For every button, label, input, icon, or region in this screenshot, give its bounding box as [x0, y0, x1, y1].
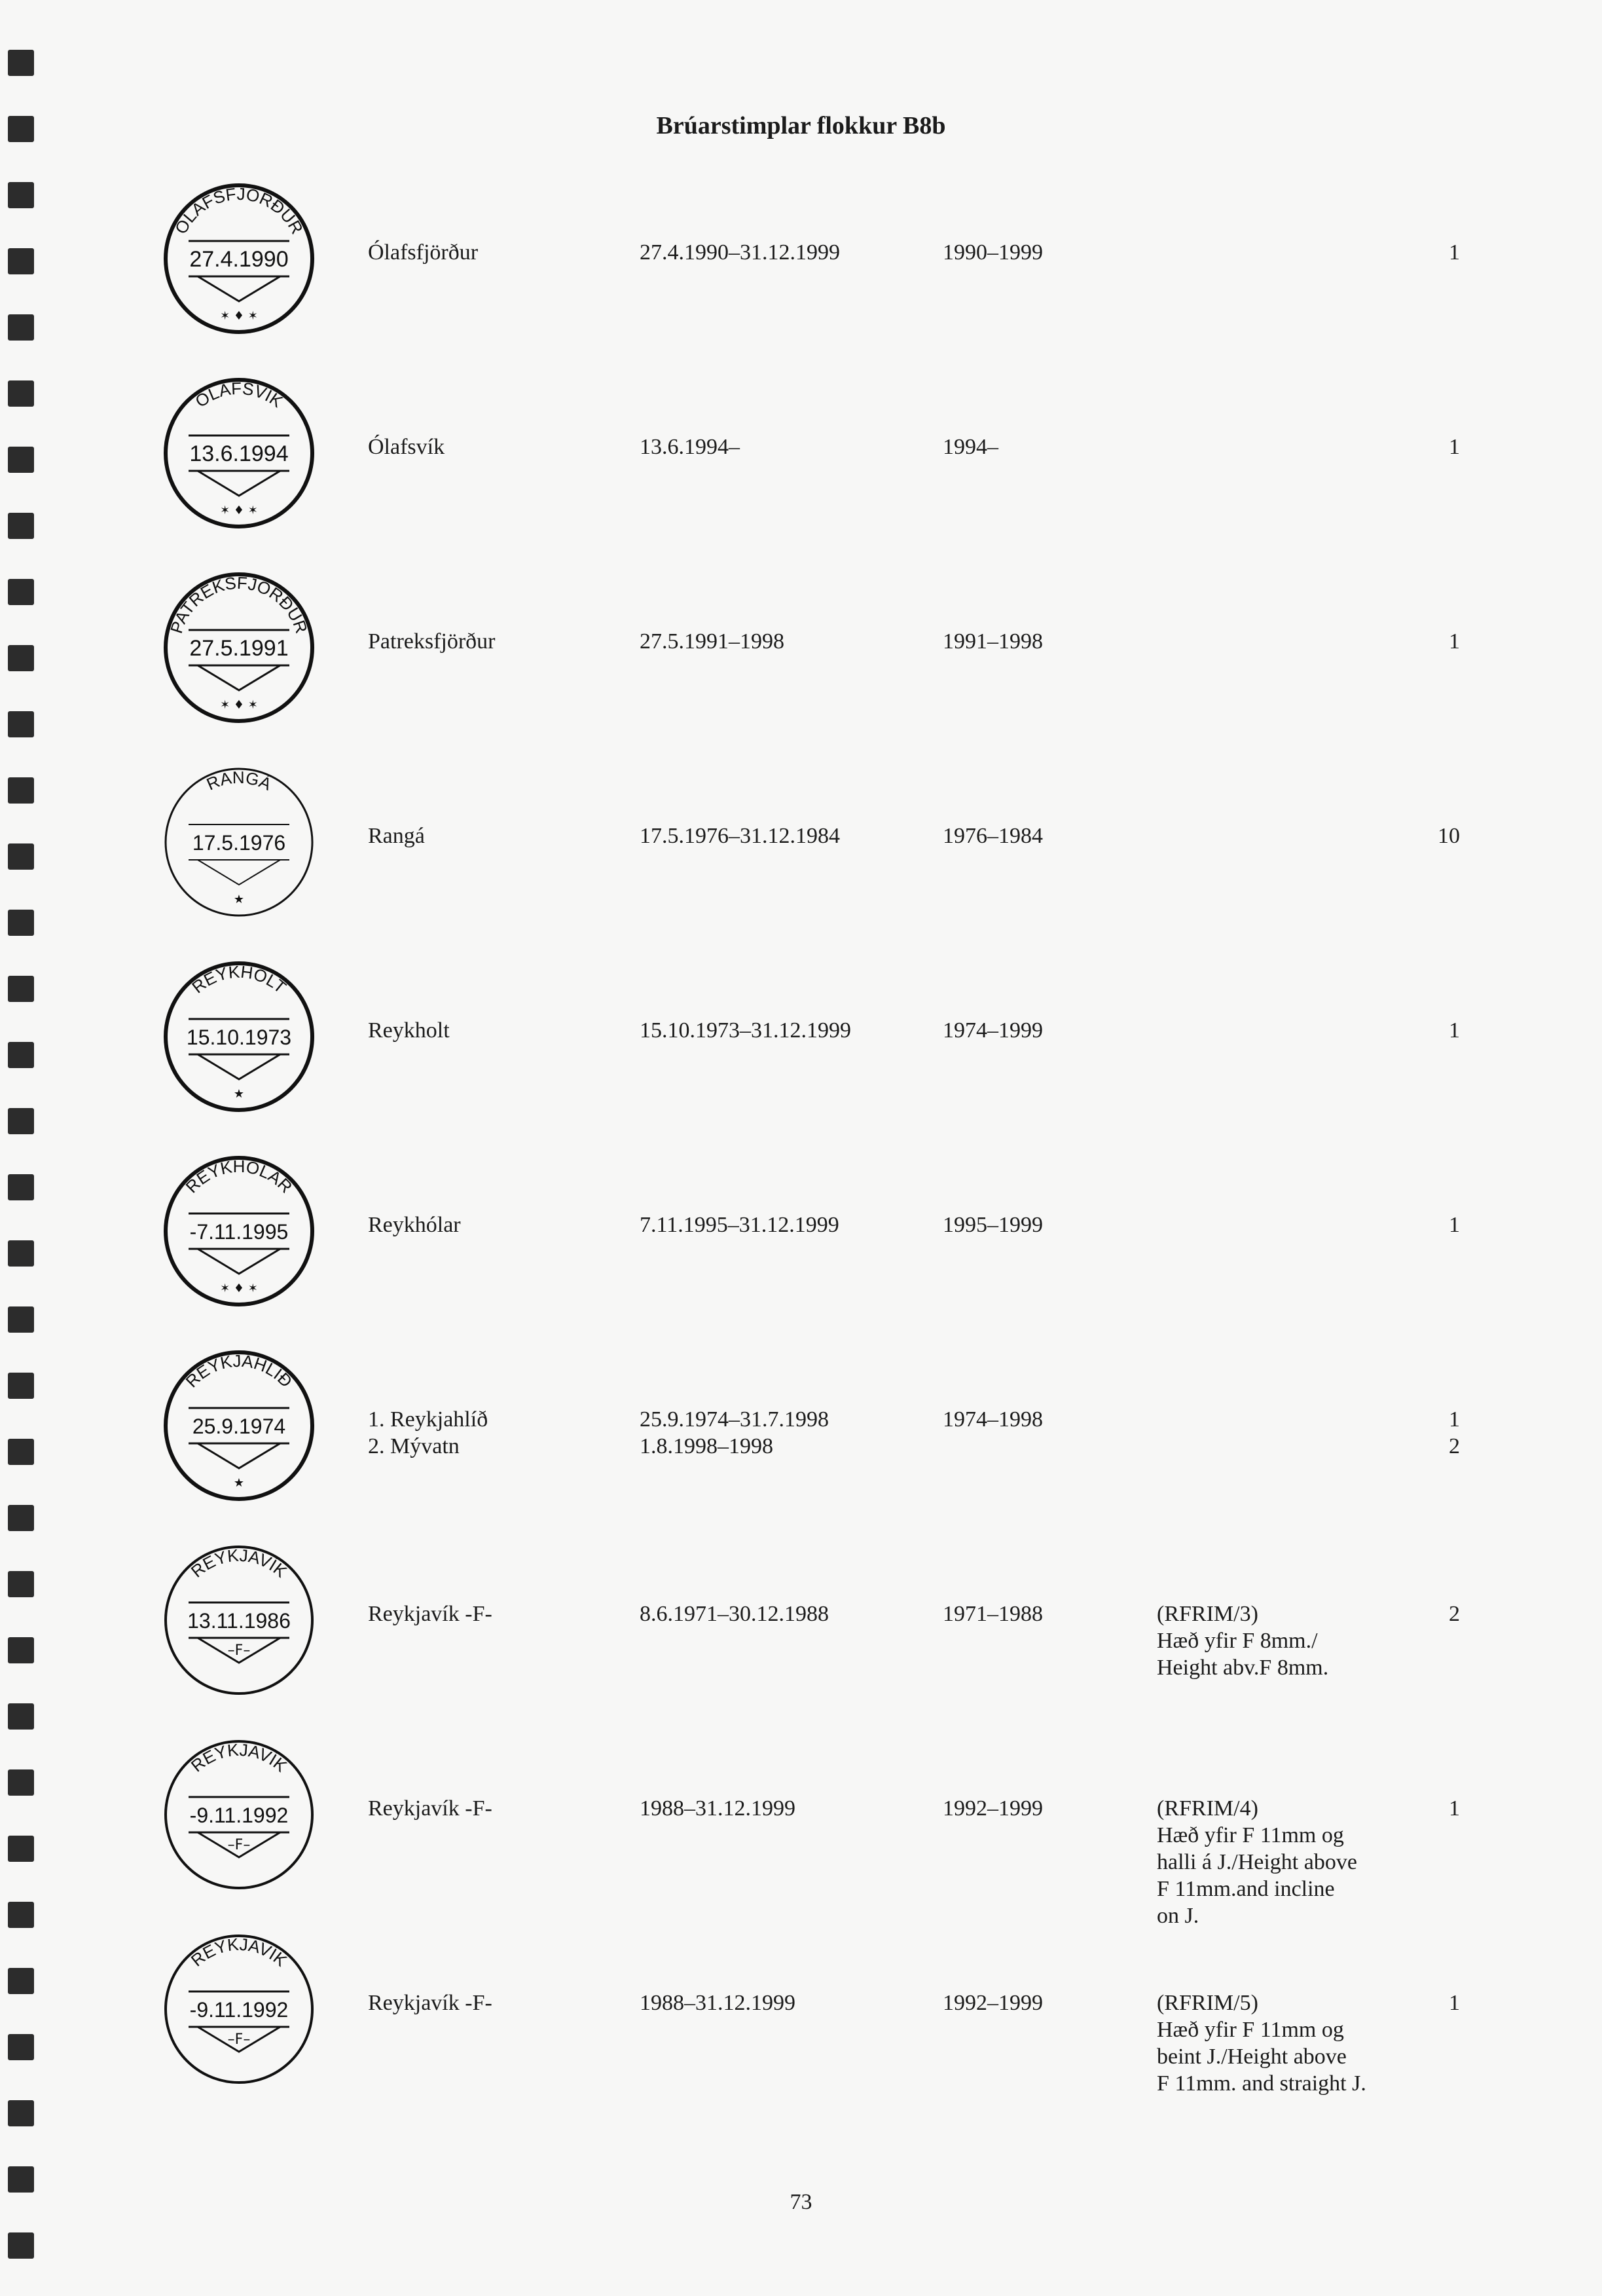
postmark-count: 1: [1449, 1018, 1460, 1043]
date-range: 25.9.1974–31.7.1998 1.8.1998–1998: [640, 1407, 829, 1458]
postmark-image: [157, 1344, 321, 1508]
postmark-entry: [0, 177, 1602, 371]
postmark-entry: [0, 760, 1602, 954]
year-range: 1992–1999: [943, 1796, 1043, 1821]
postmark-date: 27.5.1991: [189, 636, 289, 661]
postmark-arc-text: PATREKSFJÖRÐUR: [166, 572, 312, 636]
postmark-image: [157, 566, 321, 730]
postmark-count: 1: [1449, 435, 1460, 459]
postmark-entry: [0, 1344, 1602, 1538]
postmark-bottom-mark: –F–: [227, 1642, 251, 1659]
postmark-image: [157, 1927, 321, 2091]
postmark-bottom-mark: –F–: [227, 1837, 251, 1853]
postmark-entry: [0, 1538, 1602, 1732]
year-range: 1971–1988: [943, 1602, 1043, 1626]
svg-text:REYKJAVÍK: [187, 1935, 291, 1971]
postmark-count: 1: [1449, 240, 1460, 265]
postmark-date: 13.11.1986: [187, 1609, 291, 1633]
postmark-date: 13.6.1994: [189, 441, 289, 466]
postmark-entry: [0, 371, 1602, 565]
postmark-arc-text: REYKHÓLAR: [181, 1156, 297, 1197]
date-range: 15.10.1973–31.12.1999: [640, 1018, 851, 1043]
postmark-image: [157, 955, 321, 1119]
postmark-image: [157, 177, 321, 341]
postmark-date: -9.11.1992: [189, 1804, 289, 1827]
year-range: 1994–: [943, 435, 998, 459]
postmark-count: 1 2: [1449, 1407, 1460, 1458]
postmark-image: [157, 371, 321, 535]
postmark-bottom-mark: ★: [233, 1476, 245, 1490]
place-name: Ólafsvík: [368, 435, 445, 459]
year-range: 1995–1999: [943, 1213, 1043, 1237]
place-name: Reykholt: [368, 1018, 450, 1043]
postmark-date: 17.5.1976: [192, 831, 286, 855]
postmark-arc-text: ÓLAFSVÍK: [191, 378, 287, 412]
svg-text:REYKHÓLAR: [182, 1157, 297, 1196]
place-name: Reykjavík -F-: [368, 1796, 492, 1821]
postmark-arc-text: REYKJAVÍK: [187, 1545, 291, 1582]
postmark-arc-text: REYKJAHLÍÐ: [181, 1350, 297, 1392]
svg-text:PATREKSFJÖRÐUR: [166, 573, 312, 636]
postmark-bottom-mark: ✶ ♦ ✶: [220, 698, 258, 712]
date-range: 27.4.1990–31.12.1999: [640, 240, 840, 265]
postmark-entry: [0, 1927, 1602, 2121]
postmark-count: 2: [1449, 1602, 1460, 1626]
postmark-count: 1: [1449, 1213, 1460, 1237]
svg-text:REYKJAVÍK: [187, 1546, 291, 1582]
date-range: 27.5.1991–1998: [640, 629, 784, 654]
svg-text:ÓLAFSFJÖRÐUR: [171, 184, 307, 237]
page-title: Brúarstimplar flokkur B8b: [656, 112, 946, 139]
place-name: Patreksfjörður: [368, 629, 496, 654]
year-range: 1990–1999: [943, 240, 1043, 265]
postmark-image: [157, 1733, 321, 1897]
postmark-arc-text: REYKHOLT: [188, 961, 290, 997]
date-range: 1988–31.12.1999: [640, 1796, 795, 1821]
postmark-arc-text: REYKJAVÍK: [187, 1739, 291, 1776]
postmark-note: (RFRIM/3) Hæð yfir F 8mm./ Height abv.F 8mm.: [1157, 1602, 1329, 1680]
year-range: 1991–1998: [943, 629, 1043, 654]
place-name: Reykjavík -F-: [368, 1602, 492, 1626]
page-number: 73: [790, 2190, 812, 2214]
svg-text:RANGÁ: [204, 768, 275, 794]
year-range: 1976–1984: [943, 824, 1043, 848]
postmark-image: [157, 1538, 321, 1702]
postmark-arc-text: RANGÁ: [203, 767, 275, 794]
year-range: 1974–1999: [943, 1018, 1043, 1043]
postmark-date: 25.9.1974: [192, 1415, 286, 1438]
postmark-count: 10: [1438, 824, 1460, 848]
postmark-date: 27.4.1990: [189, 247, 289, 272]
postmark-date: -9.11.1992: [189, 1998, 289, 2022]
svg-text:REYKJAVÍK: [187, 1740, 291, 1776]
date-range: 8.6.1971–30.12.1988: [640, 1602, 829, 1626]
postmark-note: (RFRIM/4) Hæð yfir F 11mm og halli á J./Height above F 11mm.and incline on J.: [1157, 1796, 1357, 1928]
postmark-bottom-mark: ✶ ♦ ✶: [220, 504, 258, 517]
postmark-date: -7.11.1995: [189, 1220, 289, 1244]
postmark-arc-text: ÓLAFSFJÖRÐUR: [170, 183, 308, 238]
postmark-entry: [0, 1149, 1602, 1343]
postmark-count: 1: [1449, 1991, 1460, 2015]
date-range: 7.11.1995–31.12.1999: [640, 1213, 839, 1237]
postmark-entry: [0, 566, 1602, 760]
postmark-count: 1: [1449, 1796, 1460, 1821]
postmark-bottom-mark: ✶ ♦ ✶: [220, 309, 258, 323]
place-name: Reykjavík -F-: [368, 1991, 492, 2015]
postmark-image: [157, 1149, 321, 1313]
postmark-bottom-mark: –F–: [227, 2031, 251, 2048]
postmark-image: [157, 760, 321, 924]
date-range: 1988–31.12.1999: [640, 1991, 795, 2015]
place-name: Ólafsfjörður: [368, 240, 479, 265]
date-range: 13.6.1994–: [640, 435, 740, 459]
svg-text:ÓLAFSVÍK: [192, 379, 287, 412]
date-range: 17.5.1976–31.12.1984: [640, 824, 840, 848]
svg-text:REYKHOLT: [188, 962, 290, 997]
postmark-count: 1: [1449, 629, 1460, 654]
postmark-arc-text: REYKJAVÍK: [187, 1934, 291, 1971]
postmark-bottom-mark: ★: [233, 1087, 245, 1101]
svg-text:REYKJAHLÍÐ: [182, 1351, 297, 1392]
year-range: 1974–1998: [943, 1407, 1043, 1432]
place-name: 1. Reykjahlíð 2. Mývatn: [368, 1407, 488, 1458]
place-name: Reykhólar: [368, 1213, 461, 1237]
year-range: 1992–1999: [943, 1991, 1043, 2015]
postmark-note: (RFRIM/5) Hæð yfir F 11mm og beint J./Height above F 11mm. and straight J.: [1157, 1991, 1366, 2096]
place-name: Rangá: [368, 824, 425, 848]
postmark-bottom-mark: ★: [233, 893, 245, 906]
postmark-date: 15.10.1973: [186, 1026, 292, 1049]
postmark-entry: [0, 1733, 1602, 1927]
postmark-entry: [0, 955, 1602, 1149]
postmark-bottom-mark: ✶ ♦ ✶: [220, 1282, 258, 1295]
